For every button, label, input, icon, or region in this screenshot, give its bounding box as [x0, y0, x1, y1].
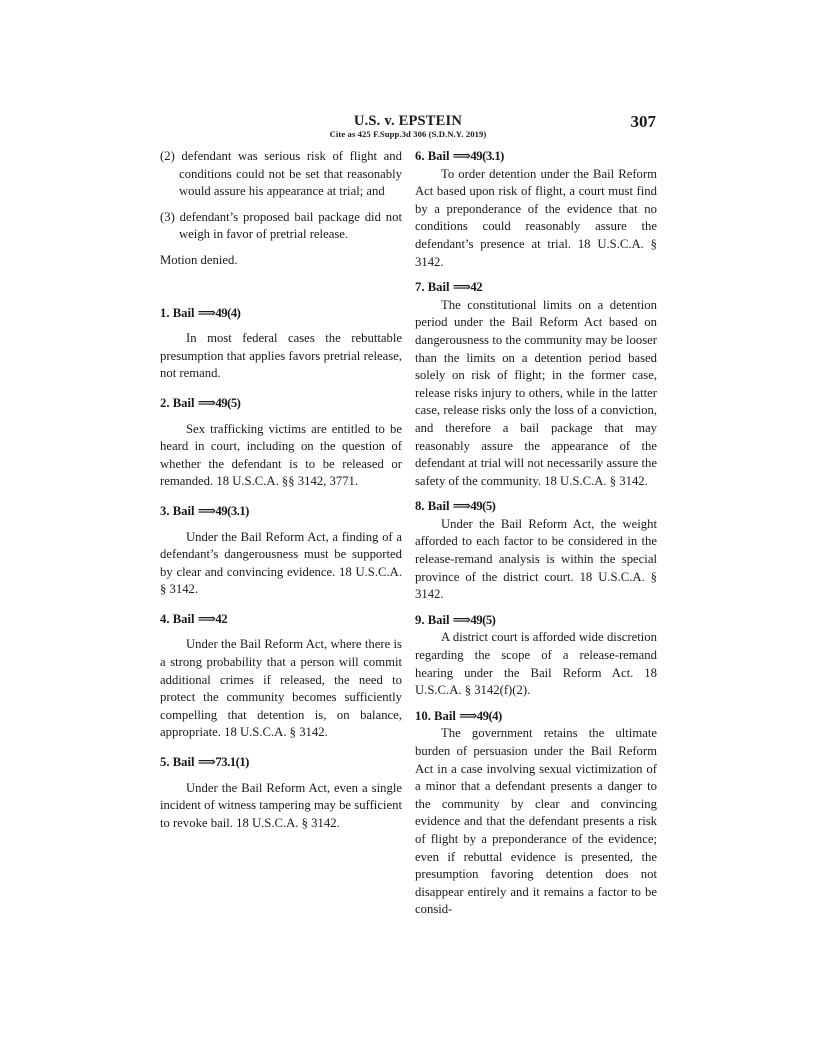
- disposition: Motion denied.: [160, 252, 238, 267]
- left-column: [160, 148, 402, 832]
- headnote-heading: [160, 754, 402, 772]
- holding-item-3: (3) defendant’s proposed bail package did not weigh in favor of pretrial release.: [160, 209, 402, 242]
- headnote-number: 10. Bail: [415, 708, 456, 723]
- headnote-heading: [160, 503, 402, 521]
- headnote-text: The government retains the ultimate burden of persuasion under the Bail Reform Act in a case involving sexual victimization of a minor that a defendant presents a danger to the community by clear and convincing evidence and that the defendant presents a risk of flight by a preponderance of the evidence; even if rebuttal evidence is presented, the presumption favoring detention does not disappear entirely and it remains a factor to be consid-: [415, 726, 657, 917]
- key-number: ⟹49(3.1): [197, 503, 249, 518]
- headnote-heading: [160, 395, 402, 413]
- key-number: ⟹73.1(1): [197, 755, 249, 770]
- headnote-heading: [160, 611, 402, 629]
- headnote-heading: [415, 612, 657, 630]
- headnote-number: 5. Bail: [160, 755, 195, 770]
- headnote-text: Sex trafficking victims are entitled to be heard in court, including on the question of whether the defendant is to be released or remanded. 18 U.S.C.A. §§ 3142, 3771.: [160, 421, 402, 489]
- headnote-heading: [415, 279, 657, 297]
- headnote-number: 2. Bail: [160, 395, 195, 410]
- headnote-number: 9. Bail: [415, 612, 450, 627]
- key-number: ⟹49(5): [452, 612, 496, 627]
- headnote-heading: [415, 708, 657, 726]
- key-number: ⟹49(5): [452, 499, 496, 514]
- headnote-heading: [415, 148, 657, 166]
- running-head-title: U.S. v. EPSTEIN: [353, 113, 463, 129]
- holding-item-2: (2) defendant was serious risk of flight and conditions could not be set that reasonably would assure his appearance at trial; and: [160, 149, 402, 199]
- headnote-number: 1. Bail: [160, 305, 195, 320]
- key-number: ⟹49(4): [459, 708, 502, 723]
- right-column: [415, 148, 657, 919]
- headnote-number: 7. Bail: [415, 280, 450, 295]
- headnote-text: Under the Bail Reform Act, where there is a strong probability that a person will commit additional crimes if released, the need to protect the community becomes sufficiently compelling that detention is, on balance, appropriate. 18 U.S.C.A. § 3142.: [160, 637, 402, 740]
- headnote-text: Under the Bail Reform Act, a finding of a defendant’s dangerousness must be supported by clear and convincing evidence. 18 U.S.C.A. § 3142.: [160, 529, 402, 597]
- headnote-text: The constitutional limits on a detention period under the Bail Reform Act based on dangerousness to the community may be looser than the limits on a detention period based solely on risk of flight; in the former case, release risks injury to others, while in the latter case, release risks only the loss of a conviction, and therefore a bail package that may reasonably assure the appearance of the defendant at trial will not necessarily assure the safety of the community. 18 U.S.C.A. § 3142.: [415, 297, 657, 488]
- headnote-number: 8. Bail: [415, 499, 450, 514]
- key-number: ⟹42: [452, 280, 483, 295]
- headnote-number: 6. Bail: [415, 149, 450, 163]
- key-number: ⟹42: [197, 611, 228, 626]
- headnote-text: Under the Bail Reform Act, even a single incident of witness tampering may be sufficient to revoke bail. 18 U.S.C.A. § 3142.: [160, 780, 402, 830]
- headnote-heading: [415, 498, 657, 516]
- key-number: ⟹49(3.1): [452, 149, 504, 163]
- headnote-number: 4. Bail: [160, 611, 195, 626]
- headnote-number: 3. Bail: [160, 503, 195, 518]
- key-number: ⟹49(5): [197, 395, 241, 410]
- headnote-text: Under the Bail Reform Act, the weight afforded to each factor to be considered in the release-remand analysis is within the special province of the district court. 18 U.S.C.A. § 3142.: [415, 516, 657, 602]
- running-head-citation: Cite as 425 F.Supp.3d 306 (S.D.N.Y. 2019): [329, 129, 487, 139]
- headnote-text: In most federal cases the rebuttable presumption that applies favors pretrial release, not remand.: [160, 331, 402, 381]
- key-number: ⟹49(4): [197, 305, 241, 320]
- headnote-text: To order detention under the Bail Reform Act based upon risk of flight, a court must find by a preponderance of the evidence that no conditions could reasonably assure the defendant’s presence at trial. 18 U.S.C.A. § 3142.: [415, 166, 657, 269]
- page-number: 307: [630, 112, 656, 131]
- headnote-text: A district court is afforded wide discretion regarding the scope of a release-remand hearing under the Bail Reform Act. 18 U.S.C.A. § 3142(f)(2).: [415, 630, 657, 698]
- headnote-heading: [160, 305, 402, 323]
